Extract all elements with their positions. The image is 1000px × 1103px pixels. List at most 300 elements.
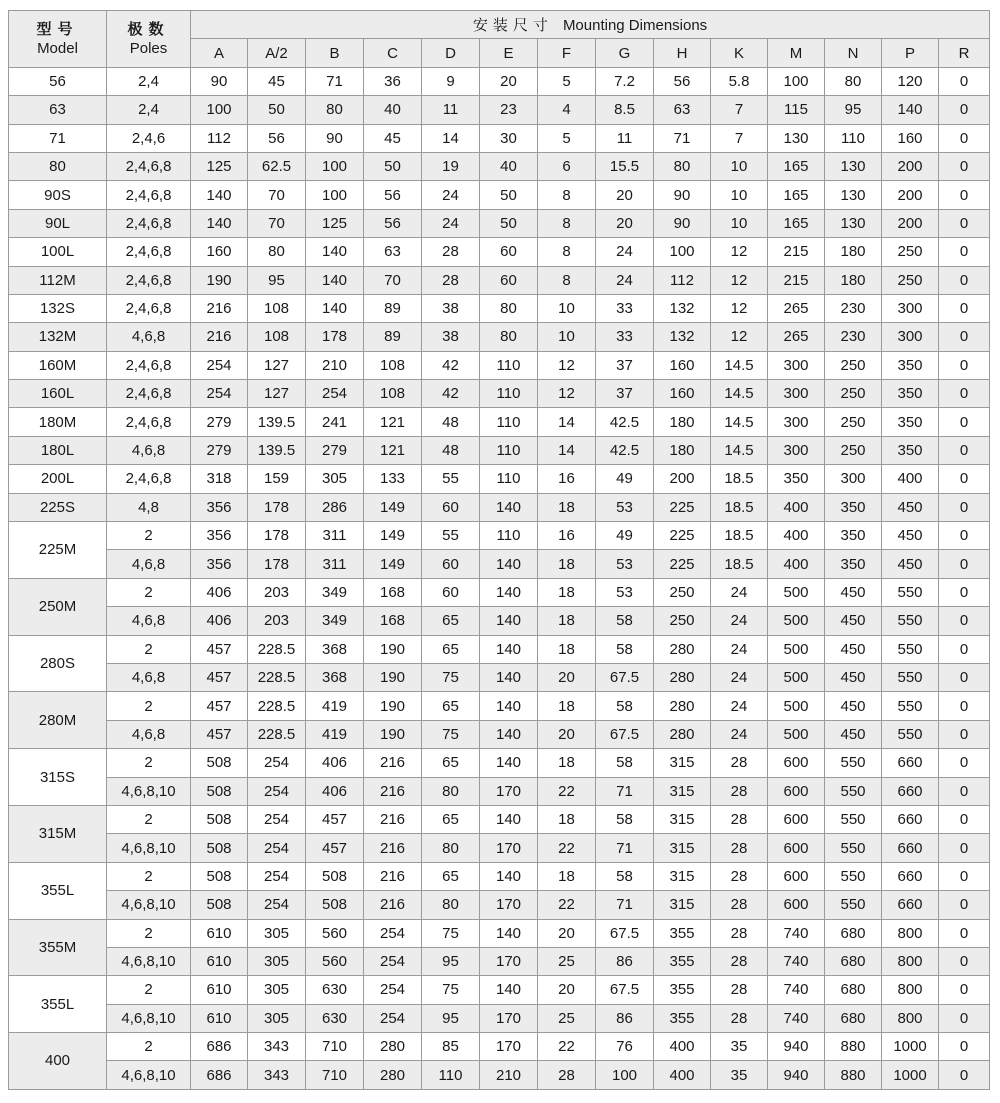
dimension-cell: 508 [191, 749, 248, 777]
dimension-cell: 0 [939, 1033, 990, 1061]
dimension-cell: 200 [882, 181, 939, 209]
dimension-cell: 170 [480, 1004, 538, 1032]
table-row [9, 436, 990, 464]
dimension-cell: 140 [480, 550, 538, 578]
table-body [9, 67, 990, 1089]
dimension-cell: 149 [364, 493, 422, 521]
dimension-cell: 35 [711, 1061, 768, 1089]
model-cell: 180L [9, 436, 107, 464]
dimension-cell: 318 [191, 465, 248, 493]
dimension-cell: 610 [191, 1004, 248, 1032]
dimension-cell: 0 [939, 805, 990, 833]
dimension-cell: 28 [711, 834, 768, 862]
dimension-cell: 110 [480, 380, 538, 408]
poles-header-cn: 极数 [127, 19, 170, 38]
column-header: K [711, 39, 768, 67]
poles-cell: 4,6,8,10 [107, 891, 191, 919]
model-cell: 355L [9, 862, 107, 919]
table-row [9, 663, 990, 691]
dimension-cell: 190 [364, 692, 422, 720]
dimension-cell: 140 [306, 294, 364, 322]
dimension-cell: 56 [364, 181, 422, 209]
dimension-cell: 20 [538, 663, 596, 691]
dimension-cell: 35 [711, 1033, 768, 1061]
dimension-cell: 300 [768, 380, 825, 408]
dimension-cell: 940 [768, 1061, 825, 1089]
dimension-cell: 500 [768, 578, 825, 606]
dimension-cell: 305 [248, 1004, 306, 1032]
dimension-cell: 11 [596, 124, 654, 152]
dimension-cell: 0 [939, 96, 990, 124]
dimension-cell: 108 [248, 323, 306, 351]
dimension-cell: 28 [711, 862, 768, 890]
dimension-cell: 5 [538, 124, 596, 152]
dimension-cell: 24 [711, 663, 768, 691]
dimension-cell: 315 [654, 891, 711, 919]
dimension-cell: 170 [480, 777, 538, 805]
dimension-cell: 350 [882, 380, 939, 408]
dimension-cell: 8.5 [596, 96, 654, 124]
dimension-cell: 18.5 [711, 465, 768, 493]
model-cell: 90L [9, 209, 107, 237]
table-row [9, 1061, 990, 1089]
dimension-cell: 0 [939, 351, 990, 379]
dimension-cell: 62.5 [248, 152, 306, 180]
poles-cell: 2,4,6,8 [107, 380, 191, 408]
dimension-cell: 50 [480, 181, 538, 209]
dimension-cell: 28 [538, 1061, 596, 1089]
dimension-cell: 0 [939, 692, 990, 720]
dimension-cell: 95 [422, 1004, 480, 1032]
dimension-cell: 12 [538, 351, 596, 379]
dimension-cell: 70 [248, 181, 306, 209]
dimension-cell: 165 [768, 181, 825, 209]
poles-cell: 2 [107, 919, 191, 947]
dimension-cell: 24 [711, 578, 768, 606]
dimension-cell: 215 [768, 238, 825, 266]
dimension-cell: 16 [538, 465, 596, 493]
dimension-cell: 5 [538, 67, 596, 95]
table-row [9, 238, 990, 266]
dimension-cell: 305 [248, 976, 306, 1004]
dimension-cell: 58 [596, 635, 654, 663]
dimension-cell: 0 [939, 663, 990, 691]
dimension-cell: 100 [596, 1061, 654, 1089]
poles-cell: 2,4,6,8 [107, 238, 191, 266]
dimension-cell: 508 [306, 862, 364, 890]
poles-cell: 4,6,8 [107, 323, 191, 351]
dimension-cell: 65 [422, 749, 480, 777]
dimension-cell: 121 [364, 408, 422, 436]
dimension-cell: 10 [538, 294, 596, 322]
table-row [9, 522, 990, 550]
dimension-cell: 28 [422, 266, 480, 294]
dimension-cell: 14.5 [711, 351, 768, 379]
model-cell: 100L [9, 238, 107, 266]
dimension-cell: 0 [939, 493, 990, 521]
dimension-cell: 20 [538, 919, 596, 947]
dimension-cell: 36 [364, 67, 422, 95]
dimension-cell: 86 [596, 1004, 654, 1032]
dimension-cell: 450 [882, 493, 939, 521]
poles-cell: 2 [107, 749, 191, 777]
dimension-cell: 419 [306, 720, 364, 748]
dimension-cell: 800 [882, 919, 939, 947]
dimension-cell: 4 [538, 96, 596, 124]
dimension-cell: 20 [538, 976, 596, 1004]
dimension-cell: 254 [364, 947, 422, 975]
dimension-cell: 450 [825, 692, 882, 720]
dimension-cell: 254 [248, 862, 306, 890]
dimension-cell: 800 [882, 947, 939, 975]
dimension-cell: 0 [939, 323, 990, 351]
dimension-cell: 8 [538, 181, 596, 209]
model-cell: 160M [9, 351, 107, 379]
dimension-cell: 18 [538, 635, 596, 663]
dimension-cell: 140 [480, 692, 538, 720]
dimension-cell: 160 [191, 238, 248, 266]
dimension-cell: 14 [538, 408, 596, 436]
dimension-cell: 22 [538, 891, 596, 919]
dimension-cell: 67.5 [596, 976, 654, 1004]
dimension-cell: 168 [364, 607, 422, 635]
dimension-cell: 940 [768, 1033, 825, 1061]
dimension-cell: 53 [596, 578, 654, 606]
dimension-cell: 550 [882, 720, 939, 748]
dimension-cell: 355 [654, 1004, 711, 1032]
dimension-cell: 406 [191, 578, 248, 606]
column-header: H [654, 39, 711, 67]
dimension-cell: 660 [882, 891, 939, 919]
dimension-cell: 0 [939, 238, 990, 266]
dimension-cell: 80 [306, 96, 364, 124]
dimension-cell: 180 [825, 238, 882, 266]
model-cell: 180M [9, 408, 107, 436]
dimension-cell: 28 [711, 976, 768, 1004]
dimension-cell: 740 [768, 976, 825, 1004]
dimension-cell: 343 [248, 1033, 306, 1061]
dimension-cell: 200 [654, 465, 711, 493]
dimension-cell: 65 [422, 635, 480, 663]
dimension-cell: 315 [654, 862, 711, 890]
dimension-cell: 58 [596, 607, 654, 635]
dimension-cell: 24 [422, 181, 480, 209]
dimension-cell: 170 [480, 834, 538, 862]
dimension-cell: 225 [654, 550, 711, 578]
dimension-cell: 0 [939, 891, 990, 919]
dimension-cell: 127 [248, 380, 306, 408]
dimension-cell: 112 [654, 266, 711, 294]
table-row [9, 550, 990, 578]
dimension-cell: 0 [939, 635, 990, 663]
dimension-cell: 500 [768, 663, 825, 691]
dimension-cell: 550 [825, 805, 882, 833]
dimension-cell: 660 [882, 834, 939, 862]
model-cell: 355M [9, 919, 107, 976]
dimension-cell: 0 [939, 550, 990, 578]
dimension-cell: 286 [306, 493, 364, 521]
model-cell: 132S [9, 294, 107, 322]
dimension-cell: 8 [538, 238, 596, 266]
poles-cell: 2,4,6,8 [107, 465, 191, 493]
dimension-cell: 216 [364, 749, 422, 777]
dimension-cell: 315 [654, 749, 711, 777]
dimension-cell: 0 [939, 976, 990, 1004]
dimension-cell: 10 [711, 152, 768, 180]
dimension-cell: 110 [480, 465, 538, 493]
dimension-cell: 508 [191, 862, 248, 890]
dimension-cell: 140 [191, 209, 248, 237]
model-cell: 200L [9, 465, 107, 493]
dimension-cell: 10 [711, 209, 768, 237]
dimension-cell: 600 [768, 777, 825, 805]
column-header: E [480, 39, 538, 67]
dimension-cell: 190 [364, 663, 422, 691]
dimension-cell: 18.5 [711, 493, 768, 521]
dimension-cell: 48 [422, 436, 480, 464]
dimension-cell: 600 [768, 862, 825, 890]
dimension-cell: 0 [939, 749, 990, 777]
model-cell: 280M [9, 692, 107, 749]
dimension-cell: 120 [882, 67, 939, 95]
dimension-cell: 254 [191, 351, 248, 379]
dimension-cell: 85 [422, 1033, 480, 1061]
dimension-cell: 56 [654, 67, 711, 95]
dimension-cell: 0 [939, 834, 990, 862]
dimension-cell: 600 [768, 891, 825, 919]
dimension-cell: 100 [191, 96, 248, 124]
dimensions-header [191, 11, 990, 39]
dimension-cell: 140 [306, 238, 364, 266]
table-row [9, 351, 990, 379]
dimension-cell: 280 [654, 720, 711, 748]
dimension-cell: 680 [825, 947, 882, 975]
dimension-cell: 33 [596, 294, 654, 322]
dimension-cell: 22 [538, 834, 596, 862]
dimension-cell: 19 [422, 152, 480, 180]
dimension-cell: 9 [422, 67, 480, 95]
dimension-cell: 216 [191, 294, 248, 322]
table-row [9, 152, 990, 180]
model-cell: 71 [9, 124, 107, 152]
dimension-cell: 67.5 [596, 663, 654, 691]
dimension-cell: 0 [939, 465, 990, 493]
dimension-cell: 165 [768, 209, 825, 237]
dimension-cell: 406 [191, 607, 248, 635]
dimension-cell: 58 [596, 862, 654, 890]
dimension-cell: 130 [825, 181, 882, 209]
dimension-cell: 89 [364, 294, 422, 322]
dimension-cell: 508 [306, 891, 364, 919]
dimension-cell: 140 [480, 720, 538, 748]
dimension-cell: 400 [768, 522, 825, 550]
dimension-cell: 400 [768, 550, 825, 578]
dimension-cell: 0 [939, 522, 990, 550]
dimension-cell: 600 [768, 805, 825, 833]
table-row [9, 294, 990, 322]
dimension-cell: 0 [939, 380, 990, 408]
poles-cell: 2,4,6,8 [107, 408, 191, 436]
dimension-cell: 250 [654, 607, 711, 635]
dimension-cell: 18 [538, 692, 596, 720]
dimension-cell: 160 [654, 380, 711, 408]
poles-cell: 2,4,6,8 [107, 351, 191, 379]
dimension-cell: 280 [364, 1033, 422, 1061]
dimension-cell: 71 [654, 124, 711, 152]
dimension-cell: 80 [422, 834, 480, 862]
dimension-cell: 7 [711, 124, 768, 152]
dimension-cell: 305 [248, 947, 306, 975]
dimension-cell: 140 [480, 493, 538, 521]
dimension-cell: 37 [596, 351, 654, 379]
table-row [9, 1004, 990, 1032]
poles-cell: 2,4,6,8 [107, 181, 191, 209]
dimension-cell: 71 [596, 777, 654, 805]
dimension-cell: 550 [882, 578, 939, 606]
dimension-cell: 28 [711, 947, 768, 975]
dimension-cell: 450 [825, 663, 882, 691]
poles-cell: 4,6,8 [107, 720, 191, 748]
model-cell: 160L [9, 380, 107, 408]
dimension-cell: 210 [480, 1061, 538, 1089]
dimension-cell: 457 [191, 663, 248, 691]
dimension-cell: 24 [711, 607, 768, 635]
dimension-cell: 37 [596, 380, 654, 408]
dimension-cell: 65 [422, 692, 480, 720]
dimension-cell: 311 [306, 522, 364, 550]
dimension-cell: 660 [882, 777, 939, 805]
dimension-cell: 216 [364, 891, 422, 919]
dimension-cell: 350 [882, 436, 939, 464]
dimension-cell: 660 [882, 862, 939, 890]
model-cell: 315S [9, 749, 107, 806]
dimension-cell: 48 [422, 408, 480, 436]
dimension-cell: 680 [825, 976, 882, 1004]
dimension-cell: 75 [422, 720, 480, 748]
dimension-cell: 0 [939, 152, 990, 180]
poles-cell: 2 [107, 578, 191, 606]
dimension-cell: 100 [768, 67, 825, 95]
dimension-cell: 500 [768, 720, 825, 748]
dimension-cell: 110 [480, 351, 538, 379]
dimension-cell: 149 [364, 550, 422, 578]
dimension-cell: 250 [882, 266, 939, 294]
column-header: A/2 [248, 39, 306, 67]
dimension-cell: 356 [191, 550, 248, 578]
dimension-cell: 140 [480, 976, 538, 1004]
dimension-cell: 56 [248, 124, 306, 152]
dimension-cell: 880 [825, 1033, 882, 1061]
dimension-cell: 880 [825, 1061, 882, 1089]
dimension-cell: 356 [191, 493, 248, 521]
dimension-cell: 18 [538, 578, 596, 606]
dimension-cell: 400 [882, 465, 939, 493]
poles-cell: 4,6,8,10 [107, 1004, 191, 1032]
dimension-cell: 18 [538, 862, 596, 890]
dimension-cell: 80 [825, 67, 882, 95]
dimension-cell: 368 [306, 635, 364, 663]
dimension-cell: 203 [248, 578, 306, 606]
poles-cell: 4,6,8 [107, 607, 191, 635]
dimension-cell: 349 [306, 578, 364, 606]
dimension-cell: 225 [654, 493, 711, 521]
dimension-cell: 0 [939, 607, 990, 635]
model-cell: 400 [9, 1033, 107, 1090]
poles-cell: 2,4,6,8 [107, 294, 191, 322]
dimension-cell: 11 [422, 96, 480, 124]
dimension-cell: 680 [825, 1004, 882, 1032]
dimension-cell: 190 [191, 266, 248, 294]
dimension-cell: 180 [654, 408, 711, 436]
dimension-cell: 75 [422, 976, 480, 1004]
dimension-cell: 45 [248, 67, 306, 95]
dimension-cell: 18 [538, 607, 596, 635]
dimension-cell: 279 [191, 408, 248, 436]
poles-cell: 4,8 [107, 493, 191, 521]
poles-cell: 2,4,6,8 [107, 152, 191, 180]
dimension-cell: 686 [191, 1033, 248, 1061]
table-header [9, 11, 990, 68]
dimension-cell: 500 [768, 607, 825, 635]
poles-cell: 4,6,8 [107, 436, 191, 464]
dimension-cell: 279 [306, 436, 364, 464]
dimension-cell: 80 [480, 294, 538, 322]
dimension-cell: 250 [654, 578, 711, 606]
dimension-cell: 457 [191, 635, 248, 663]
dimension-cell: 76 [596, 1033, 654, 1061]
dimension-cell: 170 [480, 891, 538, 919]
dimension-cell: 133 [364, 465, 422, 493]
dimension-cell: 5.8 [711, 67, 768, 95]
dimension-cell: 15.5 [596, 152, 654, 180]
dimension-cell: 0 [939, 919, 990, 947]
poles-cell: 2 [107, 976, 191, 1004]
dimension-cell: 610 [191, 947, 248, 975]
dimension-cell: 130 [825, 152, 882, 180]
dimension-cell: 660 [882, 749, 939, 777]
dimension-cell: 12 [711, 238, 768, 266]
dimension-cell: 18 [538, 550, 596, 578]
dimension-cell: 58 [596, 692, 654, 720]
column-header: D [422, 39, 480, 67]
dimension-cell: 0 [939, 720, 990, 748]
dimension-cell: 18 [538, 493, 596, 521]
dimension-cell: 50 [248, 96, 306, 124]
poles-header-en: Poles [129, 39, 168, 57]
column-header: N [825, 39, 882, 67]
dimension-cell: 108 [364, 380, 422, 408]
dimension-cell: 18 [538, 749, 596, 777]
dimension-cell: 457 [306, 805, 364, 833]
dimension-cell: 24 [711, 720, 768, 748]
dimension-cell: 200 [882, 209, 939, 237]
dimension-cell: 125 [191, 152, 248, 180]
dimension-cell: 49 [596, 522, 654, 550]
dimension-cell: 110 [480, 408, 538, 436]
dimension-cell: 38 [422, 294, 480, 322]
model-header [9, 11, 107, 68]
dimension-cell: 110 [825, 124, 882, 152]
model-cell: 355L [9, 976, 107, 1033]
dimension-cell: 254 [364, 976, 422, 1004]
column-header: P [882, 39, 939, 67]
dimension-cell: 75 [422, 919, 480, 947]
poles-cell: 2 [107, 635, 191, 663]
dimension-cell: 14.5 [711, 436, 768, 464]
table-row [9, 805, 990, 833]
dimension-cell: 25 [538, 947, 596, 975]
table-row [9, 1033, 990, 1061]
